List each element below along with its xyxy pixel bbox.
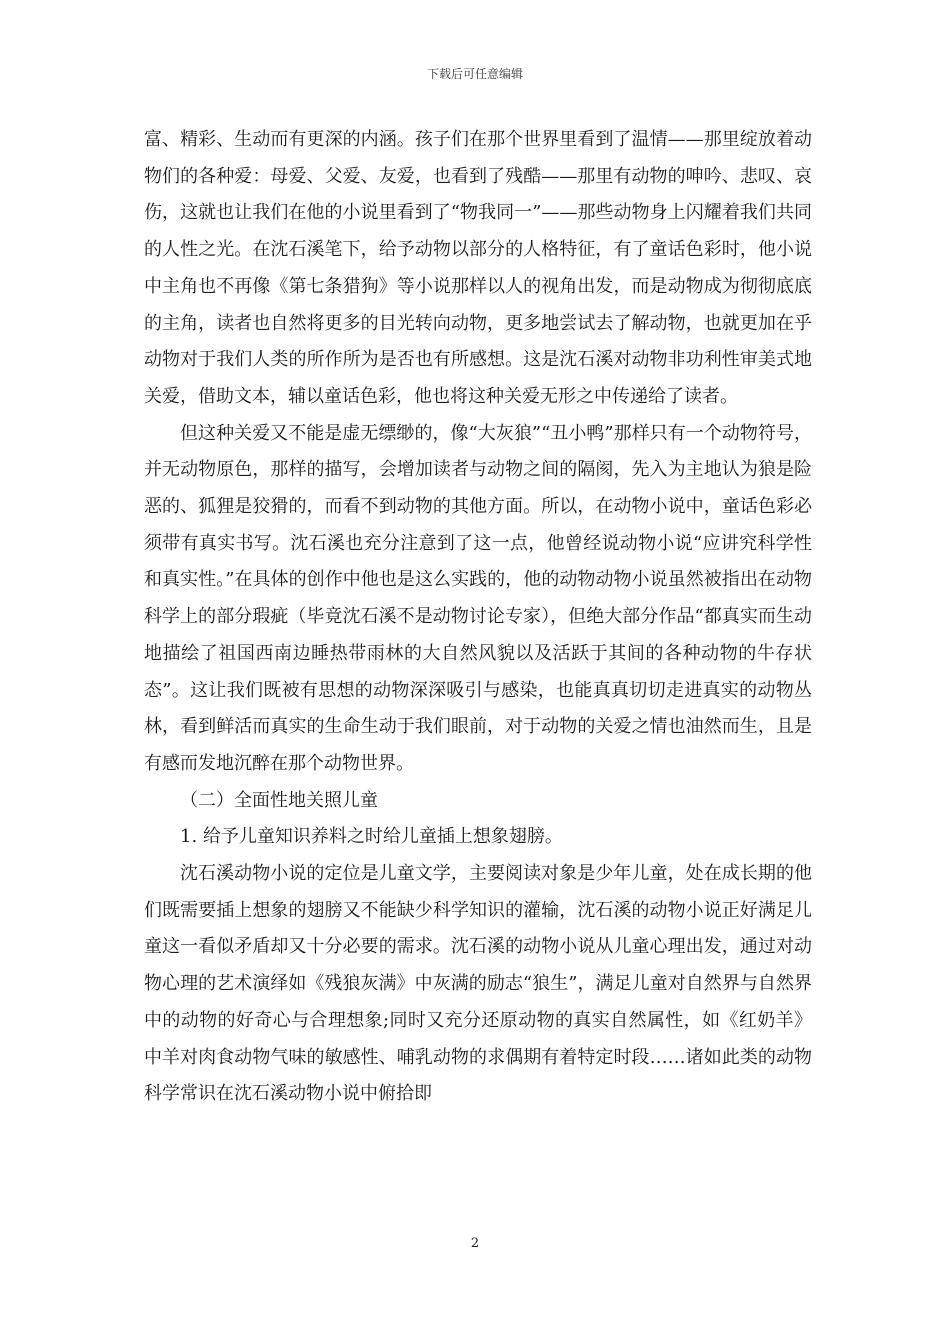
page-header: 下载后可任意编辑	[426, 67, 523, 81]
section-heading: （二）全面性地关照儿童	[180, 789, 378, 811]
subsection-heading: 1. 给予儿童知识养料之时给儿童插上想象翅膀。	[180, 826, 563, 848]
page-number: 2	[470, 1236, 480, 1251]
body-paragraph: 沈石溪动物小说的定位是儿童文学，主要阅读对象是少年儿童，处在成长期的他们既需要插上想象的翅膀又不能缺少科学知识的灌输，沈石溪的动物小说正好满足儿童这一看似矛盾却又十分必要的需求。沈石溪的动物小说从儿童心理出发，通过对动物心理的艺术演绎如《残狼灰满》中灰满的励志“狼生”，满足儿童对自然界与自然界中的动物的好奇心与合理想象;同时又充分还原动物的真实自然属性，如《红奶羊》中羊对肉食动物气味的敏感性、哺乳动物的求偶期有着特定时段……诸如此类的动物科学常识在沈石溪动物小说中俯拾即	[144, 863, 812, 1105]
body-paragraph: 但这种关爱又不能是虚无缥缈的，像“大灰狼”“丑小鸭”那样只有一个动物符号，并无动物原色，那样的描写，会增加读者与动物之间的隔阂，先入为主地认为狼是险恶的、狐狸是狡猾的，而看不到动物的其他方面。所以，在动物小说中，童话色彩必须带有真实书写。沈石溪也充分注意到了这一点，他曾经说动物小说“应讲究科学性和真实性。”在具体的创作中他也是这么实践的，他的动物动物小说虽然被指出在动物科学上的部分瑕疵（毕竟沈石溪不是动物讨论专家），但绝大部分作品“都真实而生动地描绘了祖国西南边睡热带雨林的大自然风貌以及活跃于其间的各种动物的牛存状态”。这让我们既被有思想的动物深深吸引与感染，也能真真切切走进真实的动物丛林，看到鲜活而真实的生命生动于我们眼前，对于动物的关爱之情也油然而生，且是有感而发地沉醉在那个动物世界。	[144, 422, 812, 774]
document-body	[144, 122, 812, 1113]
body-paragraph-continued: 富、精彩、生动而有更深的内涵。孩子们在那个世界里看到了温情——那里绽放着动物们的各种爱：母爱、父爱、友爱，也看到了残酷——那里有动物的呻吟、悲叹、哀伤，这就也让我们在他的小说里看到了“物我同一”——那些动物身上闪耀着我们共同的人性之光。在沈石溪笔下，给予动物以部分的人格特征，有了童话色彩时，他小说中主角也不再像《第七条猎狗》等小说那样以人的视角出发，而是动物成为彻彻底底的主角，读者也自然将更多的目光转向动物，更多地尝试去了解动物，也就更加在乎动物对于我们人类的所作所为是否也有所感想。这是沈石溪对动物非功利性审美式地关爱，借助文本，辅以童话色彩，他也将这种关爱无形之中传递给了读者。	[144, 129, 812, 407]
